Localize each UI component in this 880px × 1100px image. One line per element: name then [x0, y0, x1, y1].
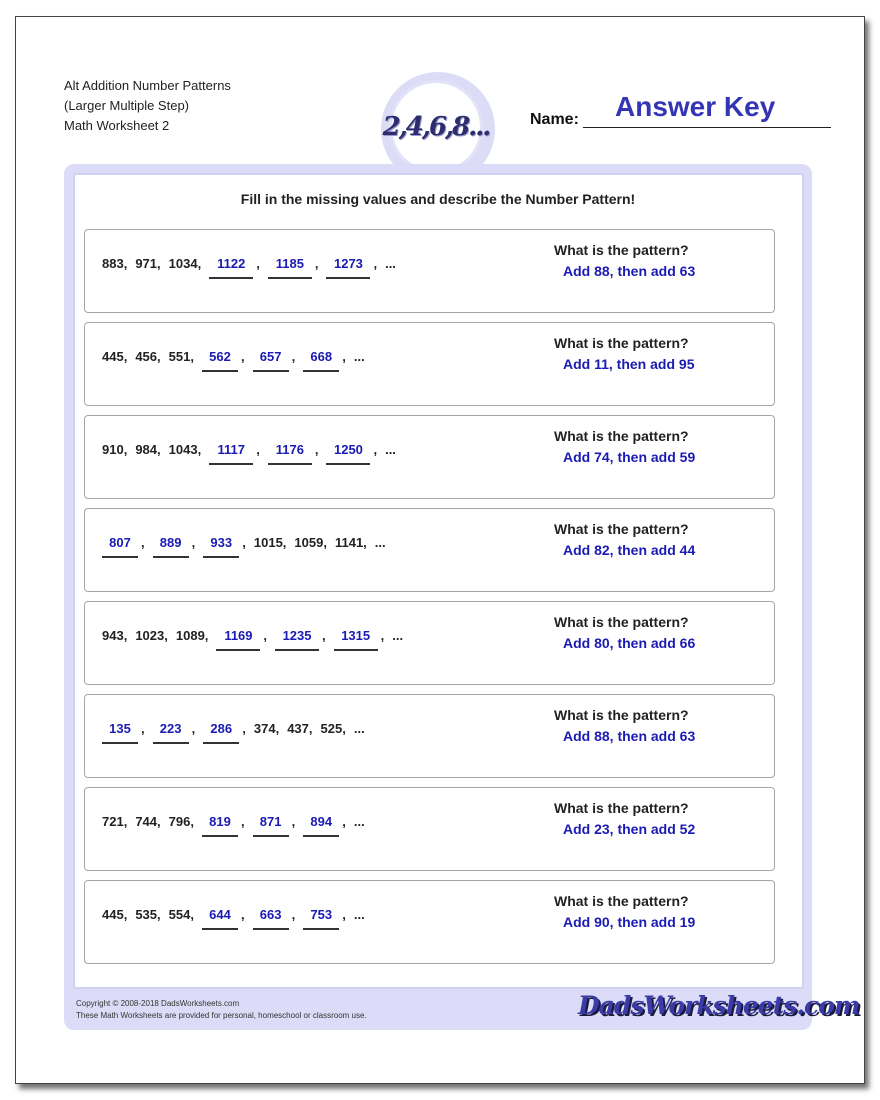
- comma-separator: ,: [291, 814, 296, 829]
- sequence-number: 1059: [294, 535, 324, 550]
- comma-separator: ,: [322, 628, 326, 643]
- answer-blank[interactable]: 1117: [209, 442, 253, 465]
- comma-separator: ,: [141, 535, 145, 550]
- problem-box: [84, 694, 775, 778]
- answer-blank[interactable]: 663: [253, 907, 289, 930]
- number-sequence: [102, 814, 365, 836]
- answer-blank[interactable]: 1273: [326, 256, 370, 279]
- comma-separator: ,: [123, 349, 128, 364]
- badge-text: 2,4,6,8...: [382, 112, 490, 142]
- answer-blank[interactable]: 1169: [216, 628, 260, 651]
- comma-separator: ,: [263, 628, 268, 643]
- comma-separator: ,: [123, 256, 128, 271]
- ellipsis: ...: [353, 814, 365, 829]
- comma-separator: ,: [256, 256, 260, 271]
- sequence-number: 1043: [168, 442, 198, 457]
- title-line-3: Math Worksheet 2: [64, 118, 170, 133]
- copyright-line-2: These Math Worksheets are provided for personal, homeschool or classroom use.: [76, 1011, 367, 1020]
- ellipsis: ...: [392, 628, 404, 643]
- pattern-answer[interactable]: Add 80, then add 66: [563, 635, 696, 651]
- sequence-number: 984: [135, 442, 158, 457]
- answer-blank[interactable]: 1250: [326, 442, 370, 465]
- copyright-line-1: Copyright © 2008-2018 DadsWorksheets.com: [76, 999, 240, 1008]
- comma-separator: ,: [308, 721, 313, 736]
- worksheet-title: [64, 76, 231, 136]
- number-sequence: [102, 442, 396, 464]
- answer-blank[interactable]: 753: [303, 907, 339, 930]
- answer-blank[interactable]: 644: [202, 907, 238, 930]
- comma-separator: ,: [323, 535, 327, 550]
- comma-separator: ,: [191, 535, 196, 550]
- pattern-badge: [382, 80, 490, 174]
- comma-separator: ,: [380, 628, 385, 643]
- pattern-answer[interactable]: Add 90, then add 19: [563, 914, 696, 930]
- pattern-answer[interactable]: Add 74, then add 59: [563, 449, 696, 465]
- sequence-number: 883: [102, 256, 124, 271]
- answer-blank[interactable]: 1176: [268, 442, 312, 465]
- sequence-number: 456: [135, 349, 158, 364]
- answer-key-text: Answer Key: [615, 91, 776, 122]
- answer-blank[interactable]: 657: [253, 349, 289, 372]
- answer-blank[interactable]: 1235: [275, 628, 319, 651]
- comma-separator: ,: [191, 721, 196, 736]
- pattern-question: What is the pattern?: [554, 428, 689, 444]
- answer-blank[interactable]: 889: [153, 535, 189, 558]
- sequence-number: 744: [135, 814, 158, 829]
- answer-blank[interactable]: 135: [102, 721, 138, 744]
- answer-blank[interactable]: 807: [102, 535, 138, 558]
- ellipsis: ...: [385, 256, 396, 271]
- sequence-number: 910: [102, 442, 124, 457]
- sequence-number: 525: [320, 721, 343, 736]
- comma-separator: ,: [123, 628, 128, 643]
- comma-separator: ,: [190, 907, 194, 922]
- answer-blank[interactable]: 1122: [209, 256, 253, 279]
- sequence-number: 1141: [334, 535, 364, 550]
- comma-separator: ,: [291, 349, 296, 364]
- comma-separator: ,: [373, 256, 378, 271]
- sequence-number: 554: [168, 907, 191, 922]
- sequence-number: 445: [102, 907, 124, 922]
- problem-box: [84, 787, 775, 871]
- comma-separator: ,: [373, 442, 378, 457]
- sequence-number: 551: [168, 349, 191, 364]
- sequence-number: 971: [135, 256, 158, 271]
- answer-blank[interactable]: 286: [203, 721, 239, 744]
- sequence-number: 943: [102, 628, 124, 643]
- problem-box: [84, 508, 775, 592]
- sequence-number: 437: [287, 721, 309, 736]
- comma-separator: ,: [314, 256, 319, 271]
- comma-separator: ,: [291, 907, 296, 922]
- ellipsis: ...: [374, 535, 386, 550]
- comma-separator: ,: [157, 907, 161, 922]
- comma-separator: ,: [342, 721, 346, 736]
- pattern-answer[interactable]: Add 82, then add 44: [563, 542, 696, 558]
- comma-separator: ,: [197, 442, 202, 457]
- pattern-question: What is the pattern?: [554, 707, 689, 723]
- sequence-number: 535: [135, 907, 158, 922]
- pattern-answer[interactable]: Add 11, then add 95: [563, 356, 695, 372]
- comma-separator: ,: [123, 442, 128, 457]
- comma-separator: ,: [123, 907, 128, 922]
- comma-separator: ,: [282, 535, 287, 550]
- comma-separator: ,: [275, 721, 280, 736]
- pattern-answer[interactable]: Add 23, then add 52: [563, 821, 696, 837]
- problem-box: [84, 415, 775, 499]
- sequence-number: 1023: [135, 628, 165, 643]
- comma-separator: ,: [314, 442, 319, 457]
- name-line: [583, 127, 831, 128]
- comma-separator: ,: [197, 256, 202, 271]
- pattern-question: What is the pattern?: [554, 800, 689, 816]
- answer-blank[interactable]: 562: [202, 349, 238, 372]
- answer-blank[interactable]: 668: [303, 349, 339, 372]
- answer-blank[interactable]: 819: [202, 814, 238, 837]
- comma-separator: ,: [204, 628, 209, 643]
- number-sequence: [102, 535, 386, 557]
- sequence-number: 1089: [175, 628, 205, 643]
- comma-separator: ,: [157, 814, 161, 829]
- answer-blank[interactable]: 871: [253, 814, 289, 837]
- problem-box: [84, 601, 775, 685]
- sequence-number: 1015: [253, 535, 283, 550]
- comma-separator: ,: [190, 814, 194, 829]
- pattern-question: What is the pattern?: [554, 242, 689, 258]
- instructions: Fill in the missing values and describe the Number Pattern!: [240, 191, 636, 207]
- comma-separator: ,: [256, 442, 260, 457]
- ellipsis: ...: [385, 442, 396, 457]
- title-line-2: (Larger Multiple Step): [64, 98, 189, 113]
- title-line-1: Alt Addition Number Patterns: [64, 78, 231, 93]
- brand-logo: DadsWorksheets.com: [578, 991, 860, 1020]
- answer-blank[interactable]: 1315: [334, 628, 378, 651]
- number-sequence: [102, 349, 365, 371]
- comma-separator: ,: [242, 721, 246, 736]
- comma-separator: ,: [190, 349, 194, 364]
- ellipsis: ...: [353, 349, 365, 364]
- pattern-question: What is the pattern?: [554, 335, 689, 351]
- number-sequence: [102, 907, 365, 929]
- ellipsis: ...: [353, 721, 365, 736]
- comma-separator: ,: [157, 349, 161, 364]
- comma-separator: ,: [123, 814, 128, 829]
- problem-box: [84, 880, 775, 964]
- comma-separator: ,: [342, 814, 346, 829]
- comma-separator: ,: [240, 349, 245, 364]
- answer-blank[interactable]: 933: [203, 535, 239, 558]
- number-sequence: [102, 256, 396, 278]
- comma-separator: ,: [342, 349, 346, 364]
- pattern-answer[interactable]: Add 88, then add 63: [563, 728, 696, 744]
- comma-separator: ,: [157, 256, 161, 271]
- sequence-number: 721: [102, 814, 124, 829]
- comma-separator: ,: [240, 907, 245, 922]
- problem-box: [84, 229, 775, 313]
- answer-blank[interactable]: 1185: [268, 256, 312, 279]
- sequence-number: 1034: [168, 256, 198, 271]
- number-sequence: [102, 721, 365, 743]
- comma-separator: ,: [363, 535, 367, 550]
- number-sequence: [102, 628, 403, 650]
- comma-separator: ,: [141, 721, 145, 736]
- sequence-number: 374: [253, 721, 276, 736]
- comma-separator: ,: [342, 907, 346, 922]
- pattern-answer[interactable]: Add 88, then add 63: [563, 263, 696, 279]
- name-label: Name:: [530, 111, 579, 128]
- sequence-number: 796: [168, 814, 191, 829]
- sequence-number: 445: [102, 349, 124, 364]
- pattern-question: What is the pattern?: [554, 893, 689, 909]
- pattern-question: What is the pattern?: [554, 614, 689, 630]
- problem-box: [84, 322, 775, 406]
- answer-blank[interactable]: 894: [303, 814, 339, 837]
- answer-blank[interactable]: 223: [153, 721, 189, 744]
- comma-separator: ,: [157, 442, 161, 457]
- comma-separator: ,: [242, 535, 246, 550]
- copyright: [76, 998, 367, 1022]
- ellipsis: ...: [353, 907, 365, 922]
- comma-separator: ,: [164, 628, 168, 643]
- comma-separator: ,: [240, 814, 245, 829]
- pattern-question: What is the pattern?: [554, 521, 689, 537]
